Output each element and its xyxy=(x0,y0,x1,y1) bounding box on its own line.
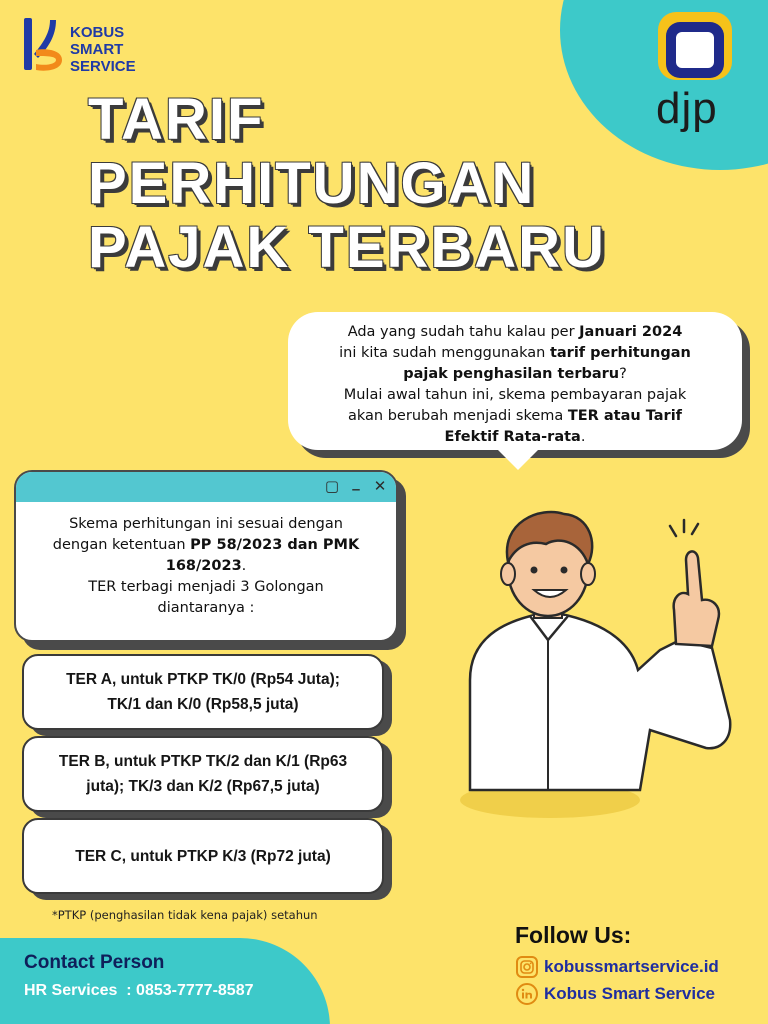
bubble-bold-2: tarif perhitungan xyxy=(549,345,691,361)
instagram-link[interactable] xyxy=(516,955,719,979)
logo-line-3: SERVICE xyxy=(70,58,136,75)
bubble-text-1: Ada yang sudah tahu kalau per xyxy=(347,324,580,340)
bubble-text-5: akan berubah menjadi skema xyxy=(348,408,568,424)
window-text-2: dengan ketentuan xyxy=(52,537,191,553)
ter-a-card: TER A, untuk PTKP TK/0 (Rp54 Juta); TK/1 dan K/0 (Rp58,5 juta) xyxy=(22,654,384,730)
title-line-3: PAJAK TERBARU xyxy=(88,215,606,280)
window-text-1: Skema perhitungan ini sesuai dengan xyxy=(69,516,343,532)
bubble-text-2: ini kita sudah menggunakan xyxy=(339,345,550,361)
close-icon[interactable]: ✕ xyxy=(373,477,387,495)
minimize-icon[interactable]: _ xyxy=(352,473,360,491)
linkedin-name[interactable]: Kobus Smart Service xyxy=(544,984,716,1003)
instagram-icon xyxy=(516,956,538,978)
bubble-text-3: ? xyxy=(619,366,627,382)
bubble-bold-3: pajak penghasilan terbaru xyxy=(403,366,620,382)
djp-logo-icon xyxy=(656,10,734,82)
follow-us-title: Follow Us: xyxy=(515,922,632,948)
bubble-bold-5: TER atau Tarif xyxy=(567,408,682,424)
ptkp-footnote: *PTKP (penghasilan tidak kena pajak) setahun xyxy=(52,908,318,922)
info-window xyxy=(14,470,398,642)
logo-line-1: KOBUS xyxy=(70,24,125,41)
contact-person-title: Contact Person xyxy=(24,952,165,973)
window-text-5: diantaranya : xyxy=(157,600,255,616)
djp-logo-text: djp xyxy=(656,84,718,133)
window-bold-2: PP 58/2023 dan PMK xyxy=(190,537,360,553)
title-line-2: PERHITUNGAN xyxy=(88,151,536,216)
logo-line-2: SMART xyxy=(70,41,124,58)
bubble-bold-6: Efektif Rata-rata xyxy=(444,429,581,445)
title-line-1: TARIF xyxy=(88,87,265,152)
window-bold-3: 168/2023 xyxy=(165,558,242,574)
instagram-handle[interactable]: kobussmartservice.id xyxy=(544,957,719,976)
ter-c-card: TER C, untuk PTKP K/3 (Rp72 juta) xyxy=(22,818,384,894)
bubble-text-4: Mulai awal tahun ini, skema pembayaran pajak xyxy=(343,387,687,403)
bottom-left-teal-shape xyxy=(0,938,330,1024)
kobus-logo-icon xyxy=(20,14,66,78)
speech-bubble-text xyxy=(300,322,730,448)
page-title xyxy=(88,88,606,280)
window-title-bar xyxy=(16,472,396,502)
man-pointing-up-illustration xyxy=(430,500,760,830)
window-text-4: TER terbagi menjadi 3 Golongan xyxy=(88,579,324,595)
linkedin-icon xyxy=(516,983,538,1005)
linkedin-link[interactable] xyxy=(516,982,715,1006)
window-text-3: . xyxy=(241,558,247,574)
kobus-logo-text xyxy=(70,24,136,75)
bubble-bold-1: Januari 2024 xyxy=(579,324,683,340)
speech-bubble-tail xyxy=(496,448,540,470)
bubble-text-6: . xyxy=(580,429,586,445)
contact-phone[interactable]: HR Services : 0853-7777-8587 xyxy=(24,982,254,999)
window-text xyxy=(16,514,396,619)
kobus-logo xyxy=(20,14,170,80)
ter-b-card: TER B, untuk PTKP TK/2 dan K/1 (Rp63 juta); TK/3 dan K/2 (Rp67,5 juta) xyxy=(22,736,384,812)
maximize-icon[interactable]: ▢ xyxy=(324,477,340,495)
